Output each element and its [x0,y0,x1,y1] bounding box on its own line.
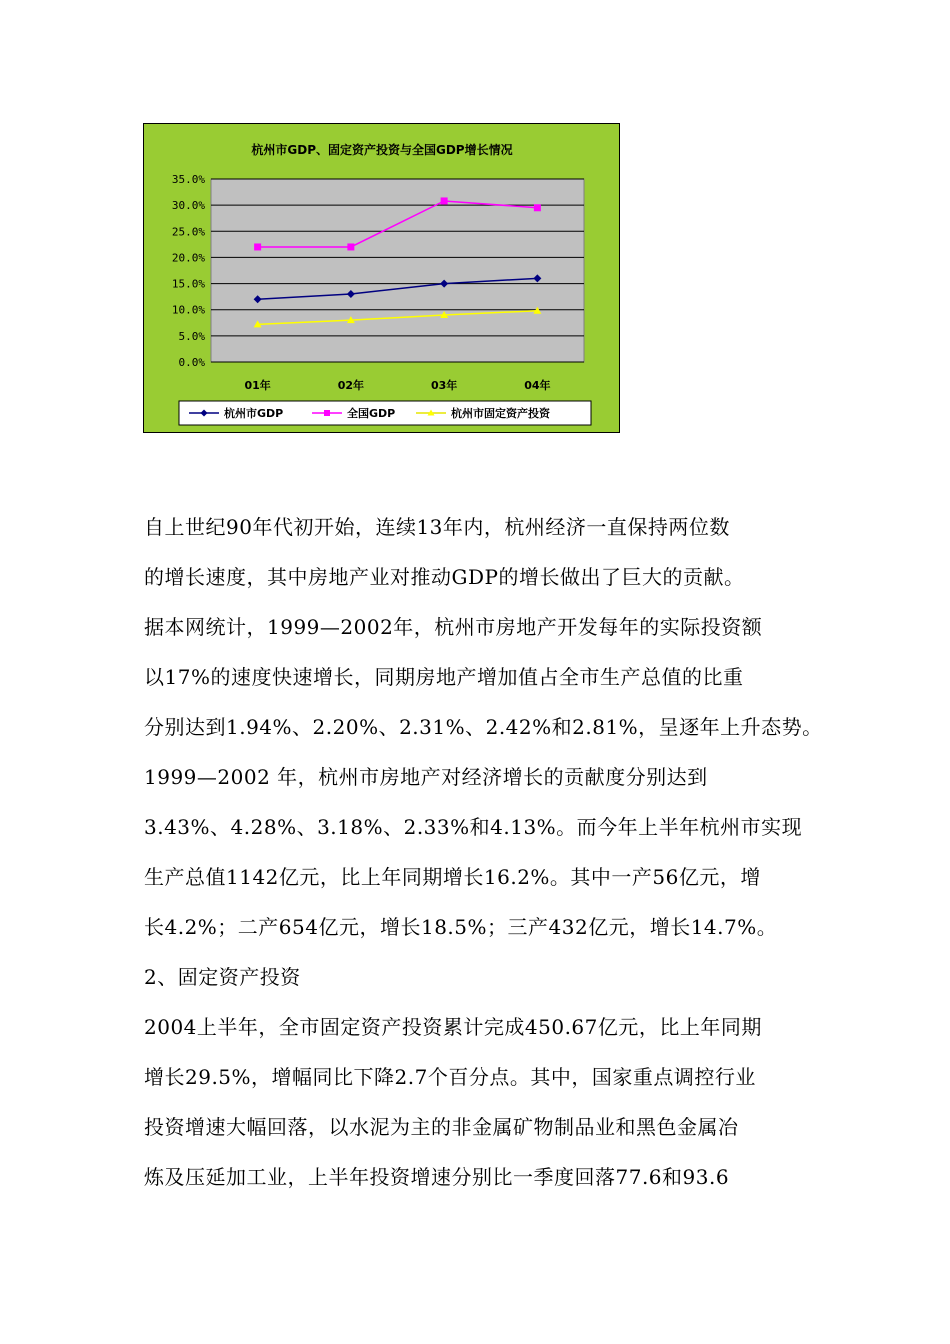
text-line: 2、固定资产投资 [144,965,301,989]
text-line: 1999—2002 年，杭州市房地产对经济增长的贡献度分别达到 [144,765,708,789]
text-line: 炼及压延加工业，上半年投资增速分别比一季度回落77.6和93.6 [144,1165,730,1189]
data-point [324,410,330,416]
data-point [441,197,448,204]
text-line: 3.43%、4.28%、3.18%、2.33%和4.13%。而今年上半年杭州市实现 [144,815,803,839]
chart [143,123,620,433]
y-tick-label: 25.0% [171,225,205,239]
text-line: 据本网统计，1999—2002年，杭州市房地产开发每年的实际投资额 [144,615,763,639]
legend-label: 杭州市GDP [224,407,284,420]
data-point [347,243,354,250]
y-axis-ticks [172,173,205,369]
text-line: 2004上半年，全市固定资产投资累计完成450.67亿元，比上年同期 [144,1015,762,1039]
x-tick-label: 03年 [430,379,458,392]
y-tick-label: 15.0% [171,277,205,291]
y-tick-label: 5.0% [178,329,205,343]
text-line: 分别达到1.94%、2.20%、2.31%、2.42%和2.81%，呈逐年上升态势。 [144,715,823,739]
legend-label: 全国GDP [347,407,396,420]
text-line: 增长29.5%，增幅同比下降2.7个百分点。其中，国家重点调控行业 [144,1065,756,1089]
text-line: 长4.2%；二产654亿元，增长18.5%；三产432亿元，增长14.7%。 [144,915,778,939]
y-tick-label: 0.0% [178,356,205,369]
chart-title: 杭州市GDP、固定资产投资与全国GDP增长情况 [251,143,513,157]
text-line: 生产总值1142亿元，比上年同期增长16.2%。其中一产56亿元，增 [144,865,761,889]
x-tick-label: 04年 [524,379,551,392]
legend-label: 杭州市固定资产投资 [451,407,550,420]
x-tick-label: 01年 [244,379,271,392]
body-text [144,502,824,1202]
data-point [534,204,541,211]
legend-items [189,406,551,420]
text-line: 以17%的速度快速增长，同期房地产增加值占全市生产总值的比重 [144,665,744,689]
text-line: 自上世纪90年代初开始，连续13年内，杭州经济一直保持两位数 [144,515,730,539]
y-tick-label: 35.0% [171,173,205,186]
chart-svg [144,124,621,434]
data-point [254,243,261,250]
text-line: 的增长速度，其中房地产业对推动GDP的增长做出了巨大的贡献。 [144,565,745,589]
x-tick-label: 02年 [337,379,365,392]
x-axis-ticks [244,378,550,392]
y-tick-label: 20.0% [171,251,205,265]
y-tick-label: 10.0% [171,303,205,317]
text-line: 投资增速大幅回落，以水泥为主的非金属矿物制品业和黑色金属冶 [144,1115,739,1139]
y-tick-label: 30.0% [171,199,205,213]
